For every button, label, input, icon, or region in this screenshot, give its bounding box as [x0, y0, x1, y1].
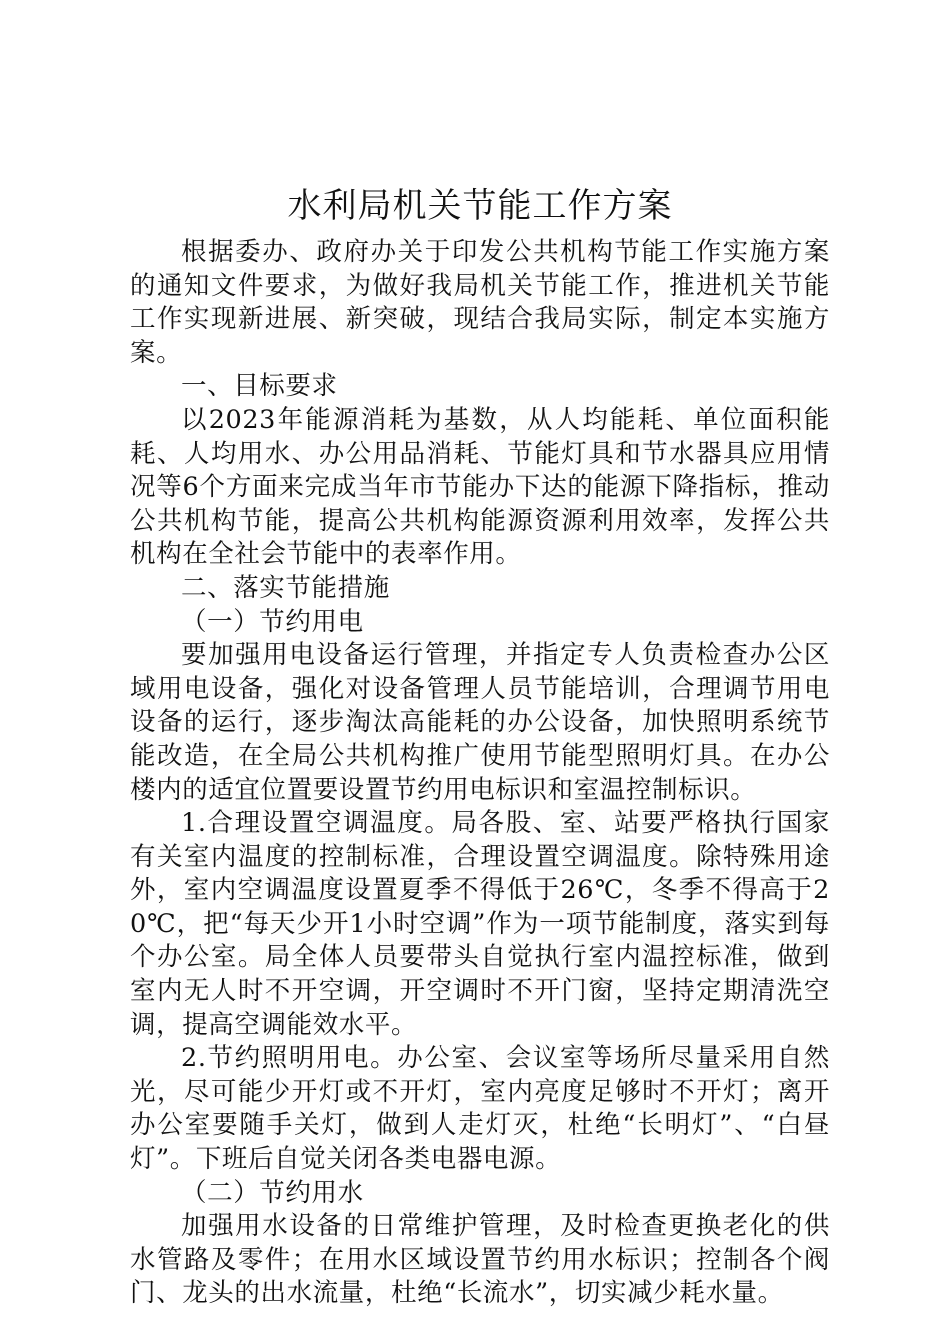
document-title: 水利局机关节能工作方案 — [287, 186, 673, 226]
electricity-paragraph: 要加强用电设备运行管理，并指定专人负责检查办公区域用电设备，强化对设备管理人员节能培训，合理调节用电设备的运行，逐步淘汰高能耗的办公设备，加快照明系统节能改造，在全局公共机构推广使用节能型照明灯具。在办公楼内的适宜位置要设置节约用电标识和室温控制标识。 — [130, 640, 830, 805]
lighting-paragraph: 2.节约照明用电。办公室、会议室等场所尽量采用自然光，尽可能少开灯或不开灯，室内亮度足够时不开灯；离开办公室要随手关灯，做到人走灯灭，杜绝“长明灯”、“白昼灯”。下班后自觉关闭各类电器电源。 — [130, 1043, 830, 1175]
subheading-save-water: （二）节约用水 — [181, 1177, 364, 1208]
goals-paragraph: 以2023年能源消耗为基数，从人均能耗、单位面积能耗、人均用水、办公用品消耗、节能灯具和节水器具应用情况等6个方面来完成当年市节能办下达的能源下降指标，推动公共机构节能，提高公共机构能源资源利用效率，发挥公共机构在全社会节能中的表率作用。 — [130, 404, 830, 570]
water-paragraph: 加强用水设备的日常维护管理，及时检查更换老化的供水管路及零件；在用水区域设置节约用水标识；控制各个阀门、龙头的出水流量，杜绝“长流水”，切实减少耗水量。 — [130, 1211, 830, 1309]
air-conditioning-paragraph: 1.合理设置空调温度。局各股、室、站要严格执行国家有关室内温度的控制标准，合理设置空调温度。除特殊用途外，室内空调温度设置夏季不得低于26℃，冬季不得高于20℃，把“每天少开1小时空调”作为一项节能制度，落实到每个办公室。局全体人员要带头自觉执行室内温控标准，做到室内无人时不开空调，开空调时不开门窗，坚持定期清洗空调，提高空调能效水平。 — [130, 808, 830, 1040]
subheading-save-electricity: （一）节约用电 — [181, 606, 364, 637]
intro-paragraph: 根据委办、政府办关于印发公共机构节能工作实施方案的通知文件要求，为做好我局机关节能工作，推进机关节能工作实现新进展、新突破，现结合我局实际，制定本实施方案。 — [130, 237, 830, 368]
document-page — [130, 178, 830, 1311]
section-heading-goals: 一、目标要求 — [181, 371, 338, 402]
section-heading-measures: 二、落实节能措施 — [181, 572, 390, 603]
